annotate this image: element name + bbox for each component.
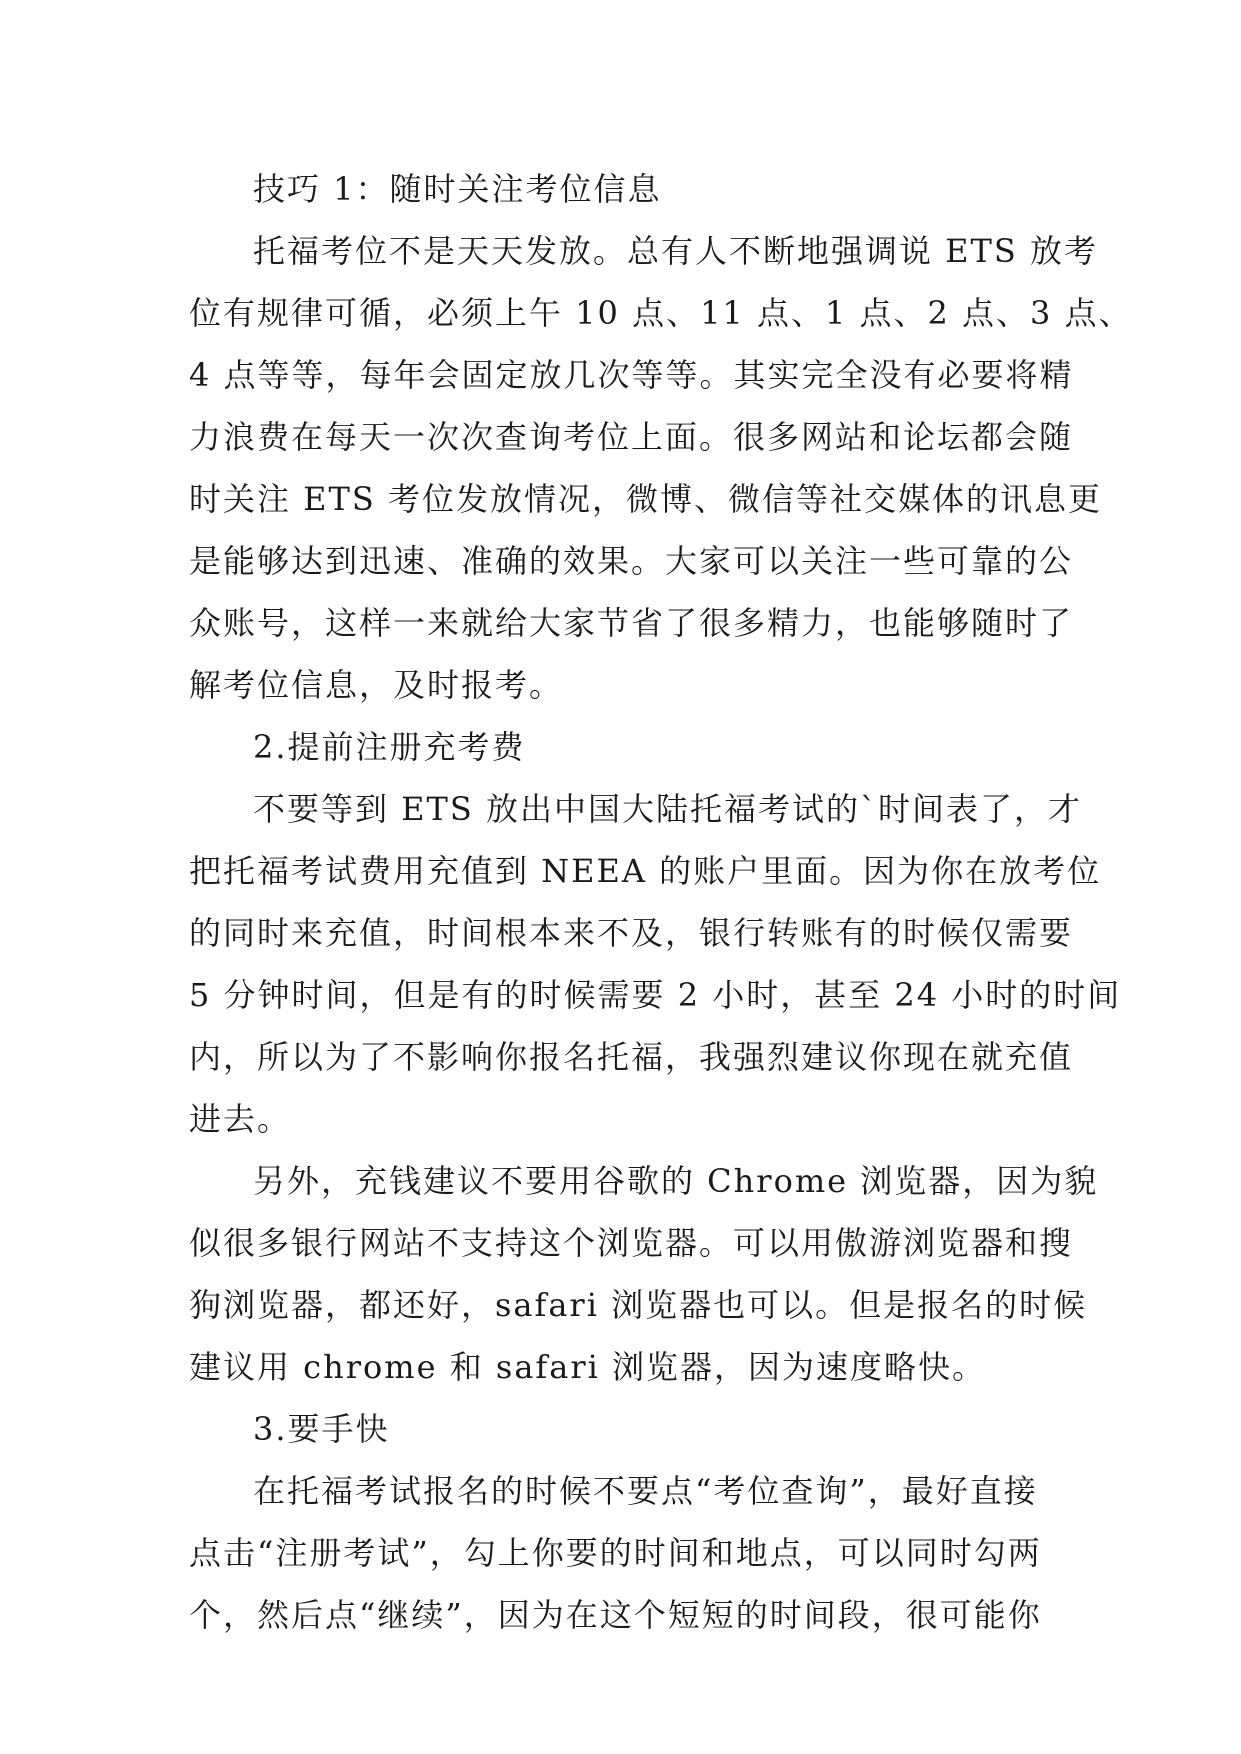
paragraph-line: 进去。: [189, 1100, 292, 1138]
document-body: [189, 158, 1133, 1646]
paragraph-line: 托福考位不是天天发放。总有人不断地强调说 ETS 放考: [253, 232, 1098, 270]
paragraph-line: 4 点等等，每年会固定放几次等等。其实完全没有必要将精: [189, 356, 1074, 394]
paragraph-line: 内，所以为了不影响你报名托福，我强烈建议你现在就充值: [189, 1038, 1074, 1076]
paragraph-line: 解考位信息，及时报考。: [189, 666, 564, 704]
paragraph-line: 不要等到 ETS 放出中国大陆托福考试的`时间表了，才: [253, 790, 1082, 828]
paragraph-line: 另外，充钱建议不要用谷歌的 Chrome 浏览器，因为貌: [253, 1162, 1099, 1200]
paragraph-line: 狗浏览器，都还好，safari 浏览器也可以。但是报名的时候: [189, 1286, 1088, 1324]
paragraph-line: 个，然后点“继续”，因为在这个短短的时间段，很可能你: [189, 1596, 1042, 1634]
paragraph-line: 5 分钟时间，但是有的时候需要 2 小时，甚至 24 小时的时间: [189, 976, 1122, 1014]
paragraph-line: 的同时来充值，时间根本来不及，银行转账有的时候仅需要: [189, 914, 1074, 952]
paragraph-line: 似很多银行网站不支持这个浏览器。可以用傲游浏览器和搜: [189, 1224, 1074, 1262]
paragraph-line: 位有规律可循，必须上午 10 点、11 点、1 点、2 点、3 点、: [189, 294, 1133, 332]
paragraph-line: 把托福考试费用充值到 NEEA 的账户里面。因为你在放考位: [189, 852, 1102, 890]
paragraph-line: 点击“注册考试”，勾上你要的时间和地点，可以同时勾两: [189, 1534, 1042, 1572]
heading-tip-2: 2.提前注册充考费: [253, 728, 526, 766]
heading-tip-3: 3.要手快: [253, 1410, 390, 1448]
paragraph-line: 时关注 ETS 考位发放情况，微博、微信等社交媒体的讯息更: [189, 480, 1102, 518]
paragraph-line: 建议用 chrome 和 safari 浏览器，因为速度略快。: [189, 1348, 987, 1386]
paragraph-line: 是能够达到迅速、准确的效果。大家可以关注一些可靠的公: [189, 542, 1074, 580]
paragraph-line: 众账号，这样一来就给大家节省了很多精力，也能够随时了: [189, 604, 1074, 642]
paragraph-line: 力浪费在每天一次次查询考位上面。很多网站和论坛都会随: [189, 418, 1074, 456]
heading-tip-1: 技巧 1：随时关注考位信息: [253, 170, 662, 208]
paragraph-line: 在托福考试报名的时候不要点“考位查询”，最好直接: [253, 1472, 1038, 1510]
